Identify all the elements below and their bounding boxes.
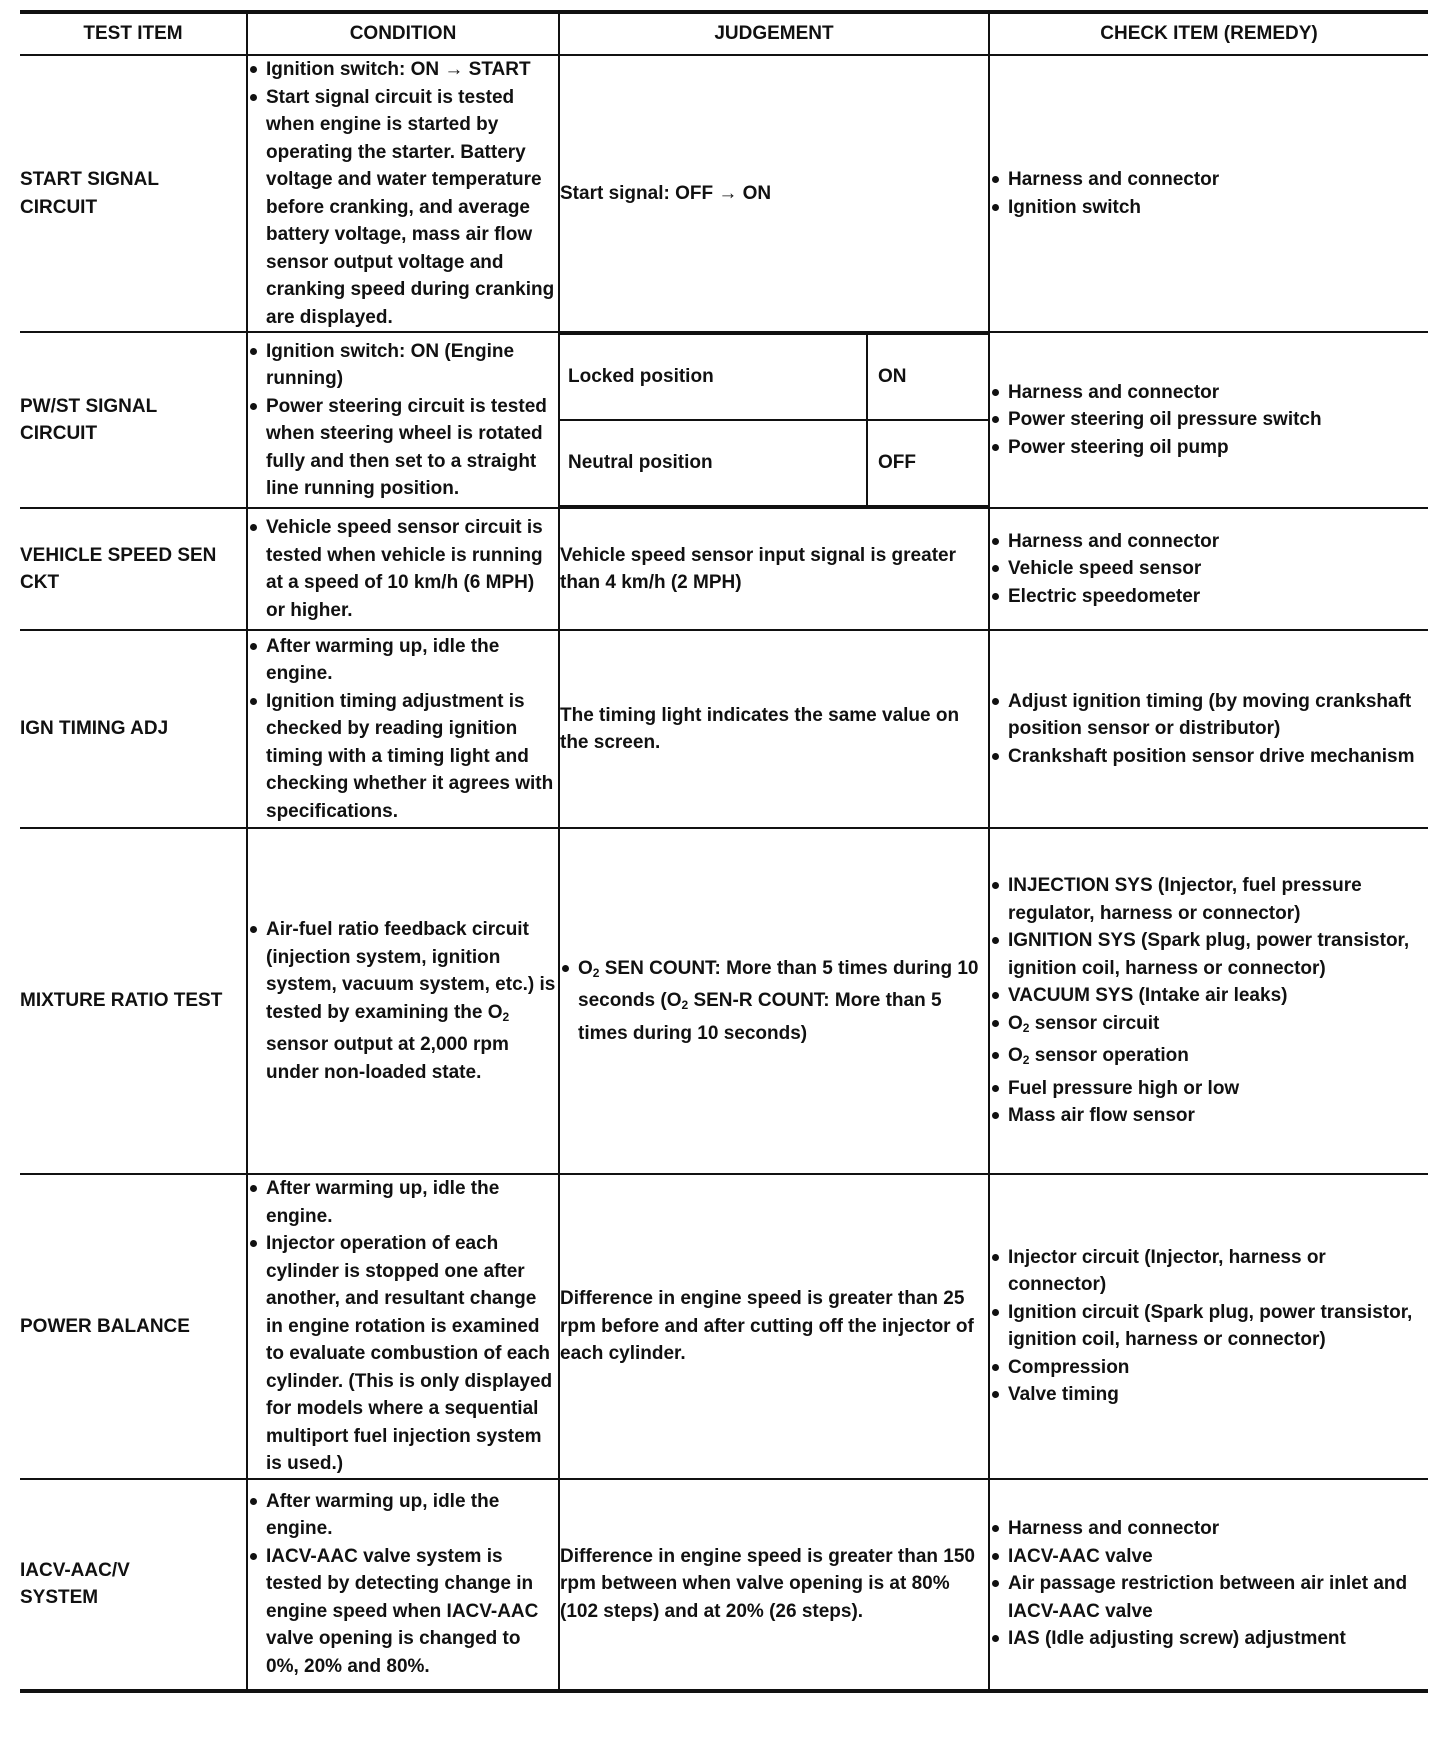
- condition-bullet: Ignition timing adjustment is checked by reading ignition timing with a timing light and checking whether it agrees with specifications.: [248, 688, 558, 826]
- condition-cell: [247, 630, 559, 828]
- header-test-item: TEST ITEM: [20, 12, 247, 55]
- test-item-cell: START SIGNAL CIRCUIT: [20, 55, 247, 332]
- check-bullet: Harness and connector: [990, 1515, 1428, 1543]
- test-item-cell: POWER BALANCE: [20, 1174, 247, 1479]
- test-item-cell: VEHICLE SPEED SEN CKT: [20, 508, 247, 630]
- table-row: [20, 55, 1428, 332]
- check-bullet: Power steering oil pump: [990, 434, 1428, 462]
- condition-bullet: After warming up, idle the engine.: [248, 1488, 558, 1543]
- condition-bullet: Ignition switch: ON → START: [248, 56, 558, 84]
- condition-cell: [247, 55, 559, 332]
- check-bullet: Harness and connector: [990, 528, 1428, 556]
- check-bullet: INJECTION SYS (Injector, fuel pressure regulator, harness or connector): [990, 872, 1428, 927]
- table-row: [20, 332, 1428, 508]
- check-bullet: Injector circuit (Injector, harness or connector): [990, 1244, 1428, 1299]
- check-item-cell: [989, 55, 1428, 332]
- condition-bullet: Injector operation of each cylinder is stopped one after another, and resultant change in engine rotation is examined to evaluate combustion of each cylinder. (This is only displayed for models where a sequential multiport fuel injection system is used.): [248, 1230, 558, 1478]
- condition-cell: [247, 508, 559, 630]
- judgement-cell: The timing light indicates the same value on the screen.: [559, 630, 989, 828]
- condition-bullet: After warming up, idle the engine.: [248, 633, 558, 688]
- check-bullet: Adjust ignition timing (by moving crankshaft position sensor or distributor): [990, 688, 1428, 743]
- check-bullet: Compression: [990, 1354, 1428, 1382]
- condition-bullet: Air-fuel ratio feedback circuit (injection system, ignition system, vacuum system, etc.) is tested by examining the $O_2$ sensor output at 2,000 rpm under non-loaded state.: [248, 916, 558, 1086]
- check-bullet: Vehicle speed sensor: [990, 555, 1428, 583]
- check-item-cell: [989, 1479, 1428, 1691]
- header-check-item: CHECK ITEM (REMEDY): [989, 12, 1428, 55]
- judgement-cell: Difference in engine speed is greater than 25 rpm before and after cutting off the injector of each cylinder.: [559, 1174, 989, 1479]
- table-row: [20, 1174, 1428, 1479]
- condition-cell: [247, 332, 559, 508]
- check-item-cell: [989, 828, 1428, 1174]
- judgement-cell: Vehicle speed sensor input signal is greater than 4 km/h (2 MPH): [559, 508, 989, 630]
- judgement-subtable: [560, 333, 988, 507]
- position-locked: Locked position: [560, 334, 867, 420]
- table-row: [20, 1479, 1428, 1691]
- table-row: [20, 630, 1428, 828]
- check-item-cell: [989, 630, 1428, 828]
- header-condition: CONDITION: [247, 12, 559, 55]
- check-bullet: Mass air flow sensor: [990, 1102, 1428, 1130]
- check-bullet: Harness and connector: [990, 379, 1428, 407]
- check-item-cell: [989, 508, 1428, 630]
- condition-bullet: After warming up, idle the engine.: [248, 1175, 558, 1230]
- check-bullet: IAS (Idle adjusting screw) adjustment: [990, 1625, 1428, 1653]
- check-bullet: Ignition switch: [990, 194, 1428, 222]
- check-bullet: Harness and connector: [990, 166, 1428, 194]
- check-bullet: Valve timing: [990, 1381, 1428, 1409]
- check-item-cell: [989, 1174, 1428, 1479]
- condition-bullet: Vehicle speed sensor circuit is tested when vehicle is running at a speed of 10 km/h (6 MPH) or higher.: [248, 514, 558, 624]
- check-bullet: IACV-AAC valve: [990, 1543, 1428, 1571]
- condition-bullet: Power steering circuit is tested when steering wheel is rotated fully and then set to a straight line running position.: [248, 393, 558, 503]
- condition-bullet: Ignition switch: ON (Engine running): [248, 338, 558, 393]
- condition-cell: [247, 1174, 559, 1479]
- condition-bullet: IACV-AAC valve system is tested by detecting change in engine speed when IACV-AAC valve opening is changed to 0%, 20% and 80%.: [248, 1543, 558, 1681]
- condition-cell: [247, 1479, 559, 1691]
- judgement-cell: [559, 332, 989, 508]
- test-item-cell: IACV-AAC/V SYSTEM: [20, 1479, 247, 1691]
- judgement-cell: [559, 828, 989, 1174]
- check-bullet: Power steering oil pressure switch: [990, 406, 1428, 434]
- position-neutral: Neutral position: [560, 420, 867, 506]
- check-bullet: Electric speedometer: [990, 583, 1428, 611]
- test-item-cell: PW/ST SIGNAL CIRCUIT: [20, 332, 247, 508]
- condition-cell: [247, 828, 559, 1174]
- judgement-cell: Start signal: OFF → ON: [559, 55, 989, 332]
- check-bullet: Ignition circuit (Spark plug, power transistor, ignition coil, harness or connector): [990, 1299, 1428, 1354]
- state-on: ON: [867, 334, 988, 420]
- check-bullet: $O_2$ sensor operation: [990, 1042, 1428, 1075]
- check-bullet: Air passage restriction between air inlet and IACV-AAC valve: [990, 1570, 1428, 1625]
- test-item-cell: IGN TIMING ADJ: [20, 630, 247, 828]
- check-bullet: VACUUM SYS (Intake air leaks): [990, 982, 1428, 1010]
- state-off: OFF: [867, 420, 988, 506]
- table-row: [20, 508, 1428, 630]
- judgement-cell: Difference in engine speed is greater than 150 rpm between when valve opening is at 80% (102 steps) and at 20% (26 steps).: [559, 1479, 989, 1691]
- condition-bullet: Start signal circuit is tested when engine is started by operating the starter. Battery voltage and water temperature before cranking, and average battery voltage, mass air flow sensor output voltage and cranking speed during cranking are displayed.: [248, 84, 558, 332]
- check-item-cell: [989, 332, 1428, 508]
- table-row: [20, 828, 1428, 1174]
- judgement-bullet: $O_2$ SEN COUNT: More than 5 times during 10 seconds ($O_2$ SEN-R COUNT: More than 5 times during 10 seconds): [560, 955, 988, 1048]
- table-header-row: [20, 12, 1428, 55]
- test-item-cell: MIXTURE RATIO TEST: [20, 828, 247, 1174]
- check-bullet: IGNITION SYS (Spark plug, power transistor, ignition coil, harness or connector): [990, 927, 1428, 982]
- header-judgement: JUDGEMENT: [559, 12, 989, 55]
- check-bullet: Fuel pressure high or low: [990, 1075, 1428, 1103]
- diagnostic-test-table: [20, 10, 1428, 1693]
- check-bullet: Crankshaft position sensor drive mechanism: [990, 743, 1428, 771]
- check-bullet: $O_2$ sensor circuit: [990, 1010, 1428, 1043]
